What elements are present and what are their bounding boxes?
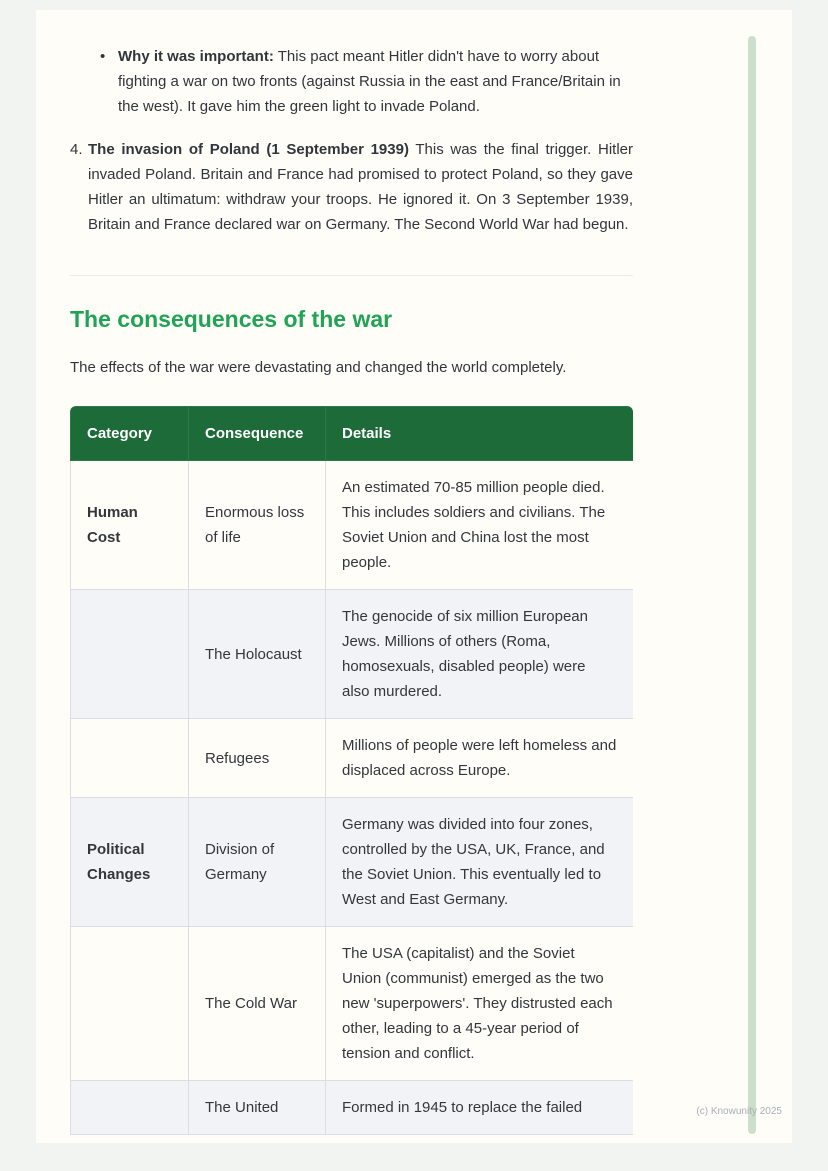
document-page: [36, 10, 792, 1143]
cell-consequence: Refugees: [189, 719, 326, 798]
bullet-item-body: This pact meant Hitler didn't have to worry about fighting a war on two fronts (against Russia in the east and France/Britain in the west). It gave him the green light to invade Poland.: [118, 48, 621, 115]
cell-category: [71, 719, 189, 798]
cell-consequence: The Cold War: [189, 927, 326, 1081]
numbered-item-text: [88, 137, 633, 237]
watermark: (c) Knowunity 2025: [696, 1106, 782, 1117]
section-divider: [70, 275, 633, 276]
numbered-list-item: [70, 137, 633, 237]
cell-consequence: The United: [189, 1081, 326, 1135]
bullet-icon: •: [100, 48, 106, 65]
table-row: [71, 719, 634, 798]
section-heading: The consequences of the war: [70, 306, 393, 332]
table-row: [71, 461, 634, 590]
bullet-item-label: Why it was important:: [118, 48, 274, 65]
table-row: [71, 590, 634, 719]
table-row: [71, 1081, 634, 1135]
consequences-table: [70, 406, 633, 1135]
cell-category: Human Cost: [71, 461, 189, 590]
cell-details: An estimated 70-85 million people died. This includes soldiers and civilians. The Soviet Union and China lost the most people.: [326, 461, 634, 590]
cell-consequence: The Holocaust: [189, 590, 326, 719]
scrollbar-thumb[interactable]: [748, 36, 756, 1134]
header-cell-consequence: Consequence: [189, 407, 326, 461]
document-content: [36, 10, 633, 1135]
cell-category: [71, 590, 189, 719]
cell-category: Political Changes: [71, 798, 189, 927]
section-intro: The effects of the war were devastating and changed the world completely.: [70, 359, 567, 376]
numbered-item-label: The invasion of Poland (1 September 1939): [88, 141, 409, 158]
bullet-item-text: [118, 44, 633, 119]
list-number: 4.: [70, 141, 83, 158]
table-header-row: [71, 407, 634, 461]
cell-details: Germany was divided into four zones, controlled by the USA, UK, France, and the Soviet Union. This eventually led to West and East Germany.: [326, 798, 634, 927]
cell-category: [71, 1081, 189, 1135]
bullet-list-item: [100, 44, 633, 119]
table-row: [71, 927, 634, 1081]
cell-details: Millions of people were left homeless and displaced across Europe.: [326, 719, 634, 798]
numbered-item-body: This was the final trigger. Hitler invaded Poland. Britain and France had promised to protect Poland, so they gave Hitler an ultimatum: withdraw your troops. He ignored it. On 3 September 1939, Britain and France declared war on Germany. The Second World War had begun.: [88, 141, 633, 233]
cell-details: The genocide of six million European Jews. Millions of others (Roma, homosexuals, disabled people) were also murdered.: [326, 590, 634, 719]
cell-details: Formed in 1945 to replace the failed: [326, 1081, 634, 1135]
cell-category: [71, 927, 189, 1081]
cell-consequence: Division of Germany: [189, 798, 326, 927]
table-row: [71, 798, 634, 927]
header-cell-category: Category: [71, 407, 189, 461]
header-cell-details: Details: [326, 407, 634, 461]
cell-details: The USA (capitalist) and the Soviet Union (communist) emerged as the two new 'superpowers'. They distrusted each other, leading to a 45-year period of tension and conflict.: [326, 927, 634, 1081]
cell-consequence: Enormous loss of life: [189, 461, 326, 590]
